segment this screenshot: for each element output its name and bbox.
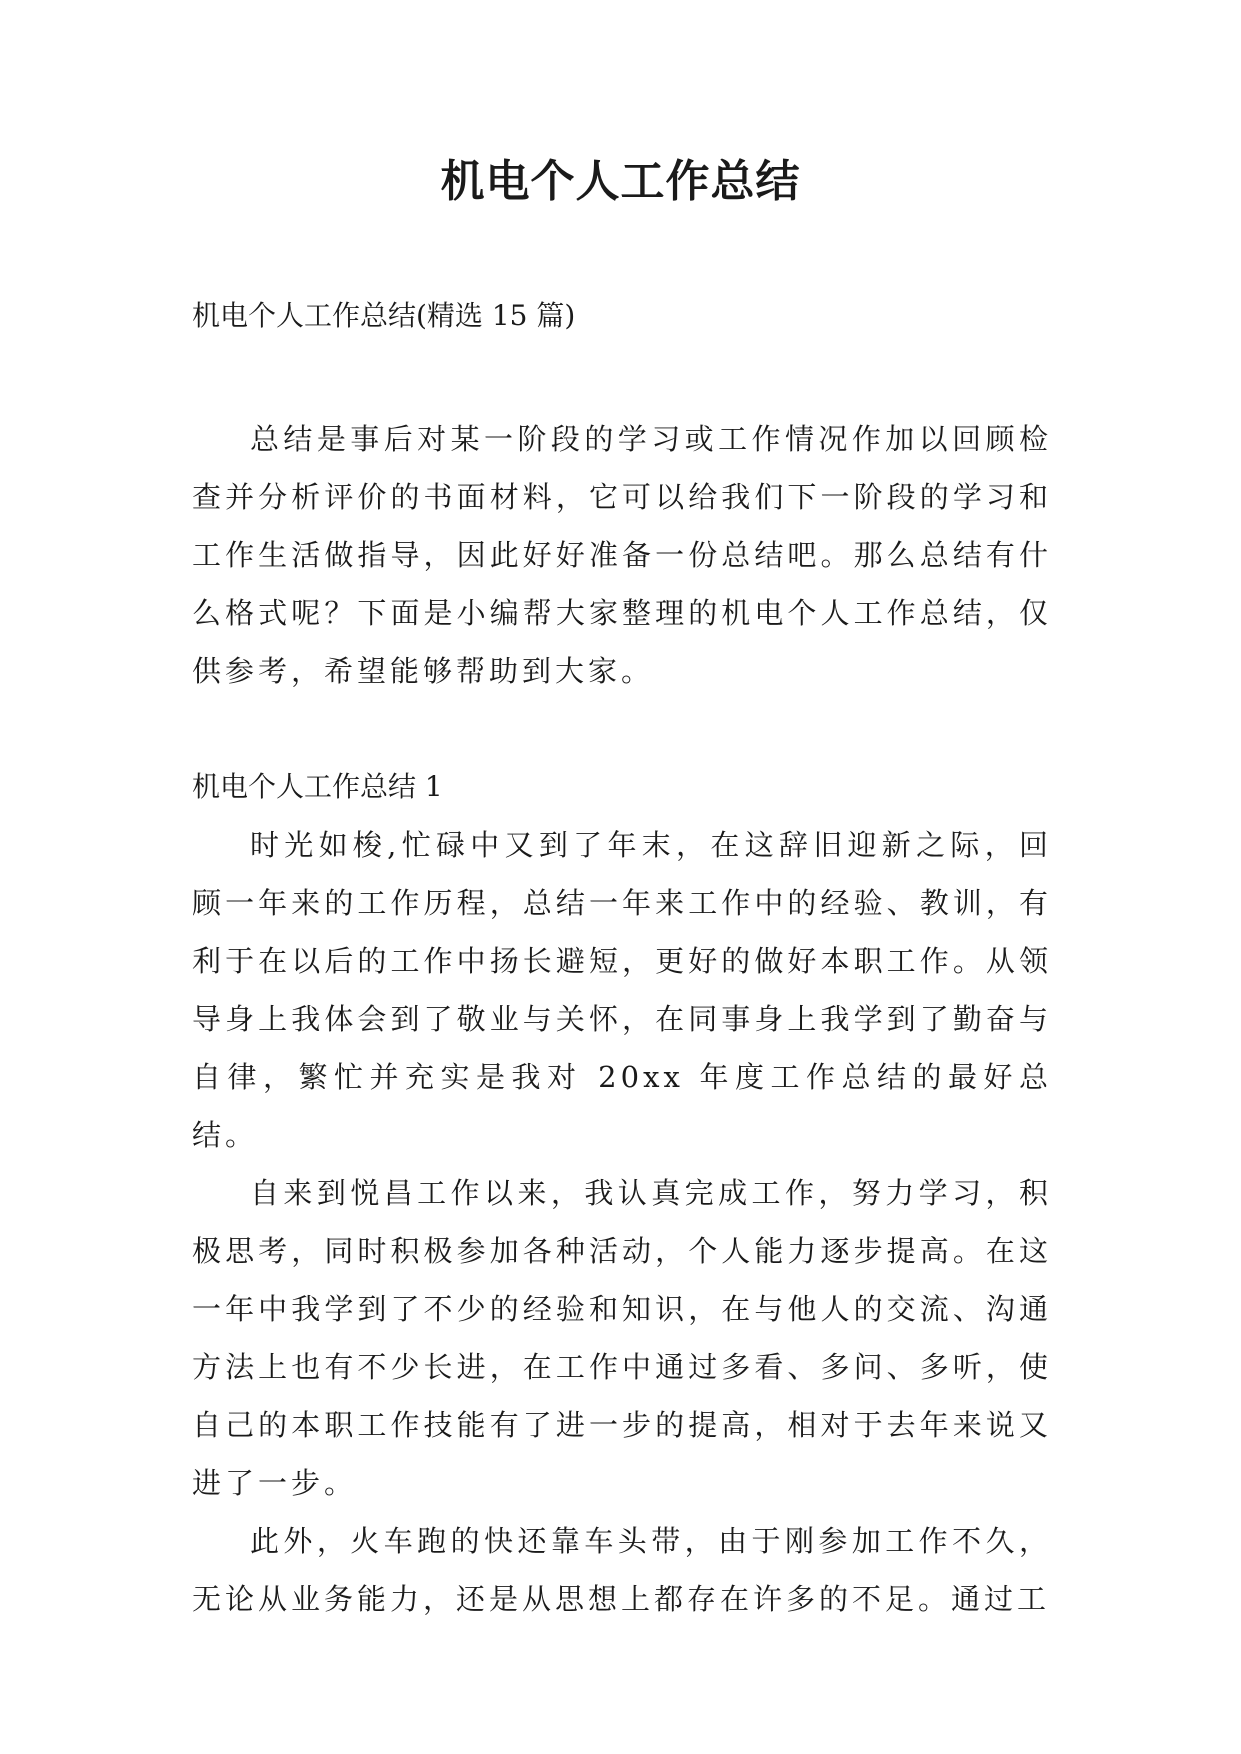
intro-paragraph: 总结是事后对某一阶段的学习或工作情况作加以回顾检查并分析评价的书面材料，它可以给我们下一阶段的学习和工作生活做指导，因此好好准备一份总结吧。那么总结有什么格式呢？下面是小编帮大家整理的机电个人工作总结，仅供参考，希望能够帮助到大家。 <box>192 422 1052 688</box>
document-subtitle: 机电个人工作总结(精选 15 篇) <box>192 299 576 332</box>
body-paragraph: 此外，火车跑的快还靠车头带，由于刚参加工作不久，无论从业务能力，还是从思想上都存在许多的不足。通过工 <box>192 1524 1052 1616</box>
document-body <box>192 410 1052 1628</box>
body-paragraph: 自来到悦昌工作以来，我认真完成工作，努力学习，积极思考，同时积极参加各种活动，个人能力逐步提高。在这一年中我学到了不少的经验和知识，在与他人的交流、沟通方法上也有不少长进，在工作中通过多看、多问、多听，使自己的本职工作技能有了进一步的提高，相对于去年来说又进了一步。 <box>192 1176 1052 1500</box>
body-paragraph: 时光如梭,忙碌中又到了年末，在这辞旧迎新之际，回顾一年来的工作历程，总结一年来工作中的经验、教训，有利于在以后的工作中扬长避短，更好的做好本职工作。从领导身上我体会到了敬业与关怀，在同事身上我学到了勤奋与自律，繁忙并充实是我对 20xx 年度工作总结的最好总结。 <box>192 828 1052 1152</box>
section-heading: 机电个人工作总结 1 <box>192 770 443 803</box>
section-spacer <box>192 700 1052 758</box>
document-title: 机电个人工作总结 <box>440 156 801 207</box>
